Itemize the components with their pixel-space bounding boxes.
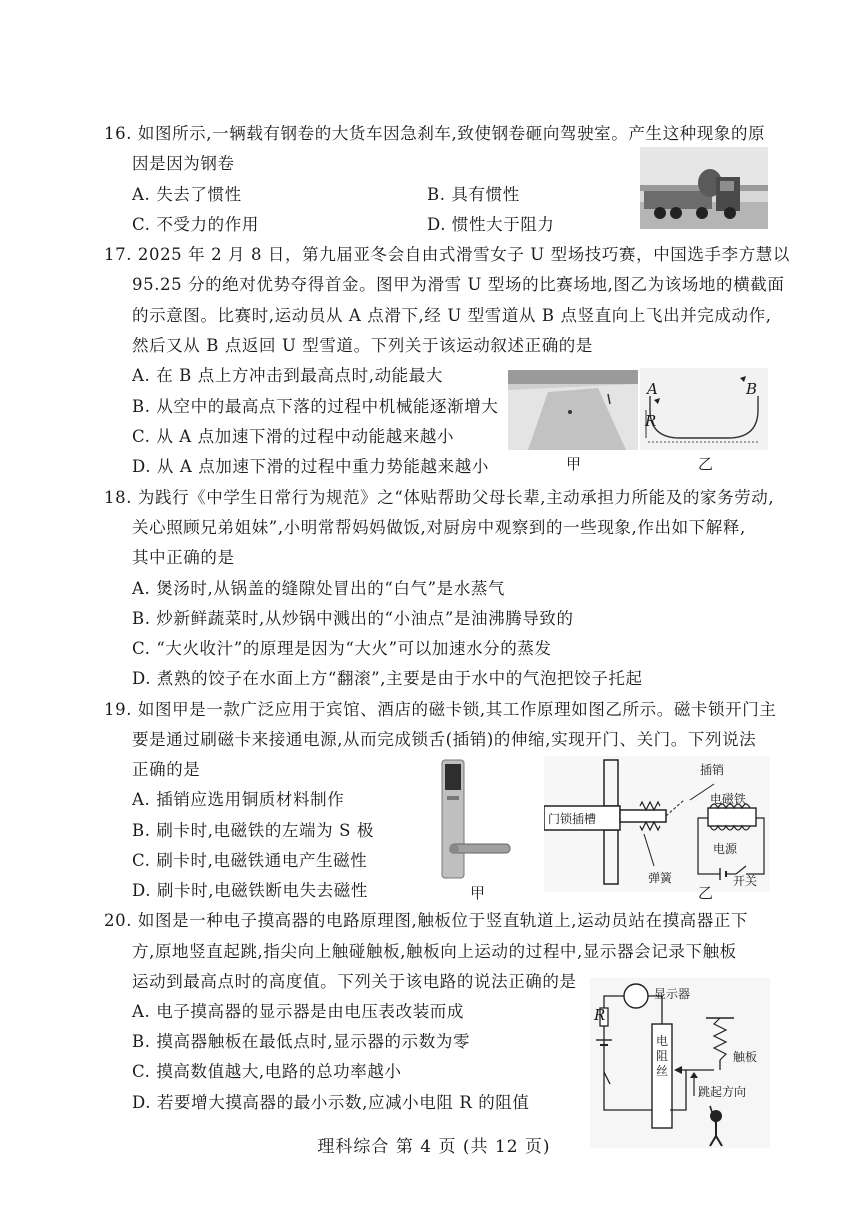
q17-option-c: C. 从 A 点加速下滑的过程中动能越来越小 — [132, 427, 455, 446]
q17-fig-yi-caption: 乙 — [698, 455, 714, 473]
q18-option-a: A. 煲汤时,从锅盖的缝隙处冒出的“白气”是水蒸气 — [132, 579, 506, 598]
q17-option-d: D. 从 A 点加速下滑的过程中重力势能越来越小 — [132, 457, 489, 476]
halfpipe-photo — [508, 370, 638, 450]
q17-fig-label-b: B — [746, 380, 758, 398]
q16-stem-line2: 因是因为钢卷 — [132, 154, 235, 173]
q20-fig-label-r: R — [594, 1006, 606, 1024]
q19-stem-line2: 要是通过刷磁卡来接通电源,从而完成锁舌(插销)的伸缩,实现开门、关门。下列说法 — [132, 730, 757, 749]
q19-fig-jia-caption: 甲 — [470, 884, 486, 902]
q16-option-b: B. 具有惯性 — [427, 185, 520, 204]
q17-stem-line3: 的示意图。比赛时,运动员从 A 点滑下,经 U 型雪道从 B 点竖直向上飞出并完成动作, — [132, 306, 772, 325]
q18-option-b: B. 炒新鲜蔬菜时,从炒锅中溅出的“小油点”是油沸腾导致的 — [132, 609, 574, 628]
q18-stem-line2: 关心照顾兄弟姐妹”,小明常帮妈妈做饭,对厨房中观察到的一些现象,作出如下解释, — [132, 518, 746, 537]
q20-stem-line2: 方,原地竖直起跳,指尖向上触碰触板,触板向上运动的过程中,显示器会记录下触板 — [132, 942, 737, 961]
q18-option-c: C. “大火收汁”的原理是因为“大火”可以加速水分的蒸发 — [132, 639, 552, 658]
card-lock-photo — [436, 756, 516, 882]
q18-stem-line1: 18. 为践行《中学生日常行为规范》之“体贴帮助父母长辈,主动承担力所能及的家务劳动, — [104, 488, 775, 507]
q19-fig-label-tanhuang: 弹簧 — [648, 871, 673, 885]
q19-fig-label-kaiguan: 开关 — [733, 874, 758, 888]
q17-option-b: B. 从空中的最高点下落的过程中机械能逐渐增大 — [132, 397, 499, 416]
q19-fig-yi-caption: 乙 — [698, 884, 714, 902]
q20-option-c: C. 摸高数值越大,电路的总功率越小 — [132, 1062, 402, 1081]
q20-fig-label-xianshiqi: 显示器 — [654, 987, 691, 1001]
page-footer: 理科综合 第 4 页 (共 12 页) — [317, 1137, 551, 1157]
q17-fig-label-a: A — [647, 380, 658, 398]
q18-option-d: D. 煮熟的饺子在水面上方“翻滚”,主要是由于水中的气泡把饺子托起 — [132, 669, 643, 688]
q19-option-c: C. 刷卡时,电磁铁通电产生磁性 — [132, 851, 368, 870]
truck-photo — [640, 147, 768, 229]
q19-option-d: D. 刷卡时,电磁铁断电失去磁性 — [132, 881, 368, 900]
q19-fig-label-mensuo: 门锁插槽 — [548, 812, 597, 826]
q18-stem-line3: 其中正确的是 — [132, 548, 235, 567]
q20-stem-line3: 运动到最高点时的高度值。下列关于该电路的说法正确的是 — [132, 972, 577, 991]
q17-stem-line4: 然后又从 B 点返回 U 型雪道。下列关于该运动叙述正确的是 — [132, 336, 594, 355]
q19-fig-label-chaxiao: 插销 — [700, 763, 725, 777]
q20-option-d: D. 若要增大摸高器的最小示数,应减小电阻 R 的阻值 — [132, 1093, 530, 1112]
q20-fig-label-chuban: 触板 — [733, 1050, 758, 1064]
q16-option-d: D. 惯性大于阻力 — [427, 215, 555, 234]
q20-fig-label-tiaoqi: 跳起方向 — [698, 1085, 747, 1099]
q20-option-b: B. 摸高器触板在最低点时,显示器的示数为零 — [132, 1032, 471, 1051]
q20-option-a: A. 电子摸高器的显示器是由电压表改装而成 — [132, 1002, 465, 1021]
q16-stem-line1: 16. 如图所示,一辆载有钢卷的大货车因急刹车,致使钢卷砸向驾驶室。产生这种现象的原 — [104, 124, 766, 143]
q19-option-b: B. 刷卡时,电磁铁的左端为 S 极 — [132, 821, 374, 840]
q19-stem-line1: 19. 如图甲是一款广泛应用于宾馆、酒店的磁卡锁,其工作原理如图乙所示。磁卡锁开门主 — [104, 700, 777, 719]
q20-stem-line1: 20. 如图是一种电子摸高器的电路原理图,触板位于竖直轨道上,运动员站在摸高器正下 — [104, 911, 749, 930]
q19-option-a: A. 插销应选用铜质材料制作 — [132, 790, 345, 809]
q17-fig-label-r: R — [645, 412, 657, 430]
q16-option-c: C. 不受力的作用 — [132, 215, 259, 234]
q19-fig-label-dianyuan: 电源 — [713, 842, 738, 856]
q19-fig-label-diancitie: 电磁铁 — [710, 792, 747, 806]
q16-option-a: A. 失去了惯性 — [132, 185, 242, 204]
q20-fig-label-dianzusi: 电阻丝 — [656, 1034, 669, 1078]
q17-stem-line1: 17. 2025 年 2 月 8 日，第九届亚冬会自由式滑雪女子 U 型场技巧赛，中国选手李方慧以 — [104, 245, 790, 264]
q19-stem-line3: 正确的是 — [132, 760, 201, 779]
q17-option-a: A. 在 B 点上方冲击到最高点时,动能最大 — [132, 366, 443, 385]
q17-stem-line2: 95.25 分的绝对优势夺得首金。图甲为滑雪 U 型场的比赛场地,图乙为该场地的横截面 — [132, 275, 785, 294]
q17-fig-jia-caption: 甲 — [566, 455, 582, 473]
